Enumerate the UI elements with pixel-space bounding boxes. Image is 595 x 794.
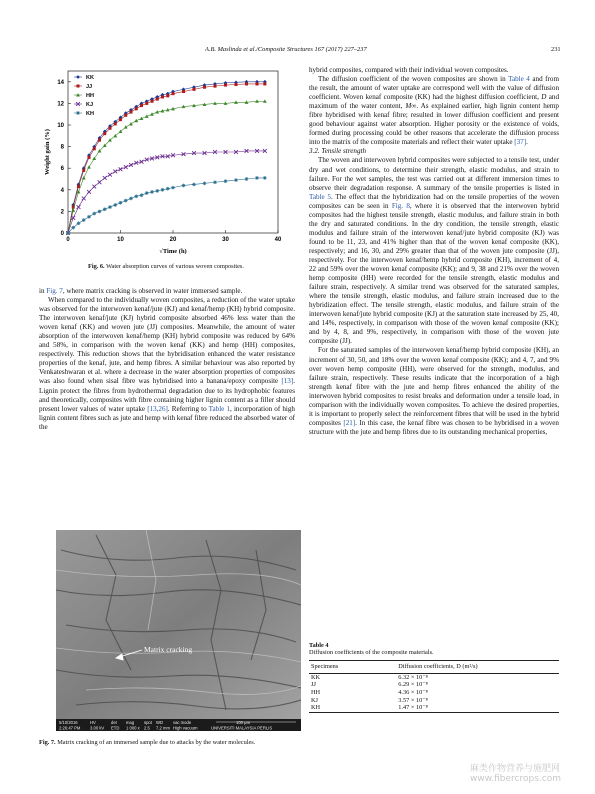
data-point-jj xyxy=(108,127,111,130)
data-point-jj xyxy=(77,185,80,188)
data-point-jj xyxy=(103,132,106,135)
data-point-jj xyxy=(224,84,227,87)
svg-text:spot: spot xyxy=(144,720,152,725)
svg-text:mag: mag xyxy=(126,720,135,725)
data-point-kj xyxy=(71,216,75,220)
data-point-jj xyxy=(87,156,90,159)
data-point-kh xyxy=(145,191,149,195)
cell-diffusion: 6.32 × 10⁻⁸ xyxy=(398,673,428,681)
data-point-kj xyxy=(92,185,96,189)
data-point-kh xyxy=(77,221,81,225)
svg-text:1 000 x: 1 000 x xyxy=(126,725,140,731)
link-table-5[interactable]: Table 5 xyxy=(309,192,331,201)
data-point-jj xyxy=(119,118,122,121)
data-point-kh xyxy=(119,201,123,205)
data-point-jj xyxy=(203,86,206,89)
y-tick-label: 10 xyxy=(57,123,64,129)
data-point-kh xyxy=(82,218,86,222)
data-point-jj xyxy=(255,82,258,85)
x-tick-label: 40 xyxy=(274,237,282,243)
data-point-kh xyxy=(113,203,117,207)
paragraph-continued: hybrid composites, compared with their individual woven composites. xyxy=(309,66,509,74)
figure-6-label: Fig. 6. xyxy=(88,263,105,270)
data-point-kh xyxy=(192,183,196,187)
data-point-kh xyxy=(161,188,165,192)
y-tick-label: 2 xyxy=(60,209,64,216)
table-row xyxy=(309,673,559,681)
left-column xyxy=(39,287,295,432)
legend-label-jj: JJ xyxy=(86,84,93,90)
table-row xyxy=(309,704,559,712)
data-point-kh xyxy=(245,177,249,181)
ref-21[interactable]: [21] xyxy=(343,418,356,427)
data-point-kh xyxy=(171,186,175,190)
journal-citation: A.B. Maslinda et al./Composite Structures 167 (2017) 227–237 xyxy=(205,46,367,53)
cell-diffusion: 4.36 × 10⁻⁸ xyxy=(398,689,428,697)
matrix-cracking-label: Matrix cracking xyxy=(144,645,193,654)
link-fig-8[interactable]: Fig. 8 xyxy=(391,201,410,210)
data-point-kh xyxy=(103,207,107,211)
link-table-4[interactable]: Table 4 xyxy=(508,75,530,84)
data-point-jj xyxy=(124,114,127,117)
data-point-jj xyxy=(129,111,132,114)
data-point-kj xyxy=(103,176,107,180)
figure-7-caption xyxy=(39,739,295,747)
data-point-kj xyxy=(113,170,117,174)
legend-label-kk: KK xyxy=(86,75,94,81)
watermark xyxy=(470,764,561,784)
figure-6-caption xyxy=(88,263,244,271)
y-tick-label: 12 xyxy=(57,101,64,108)
y-tick-label: 14 xyxy=(57,79,64,86)
cell-diffusion: 6.29 × 10⁻⁸ xyxy=(398,681,428,689)
data-point-hh xyxy=(71,208,75,211)
data-point-hh xyxy=(150,112,154,115)
data-point-kh xyxy=(134,194,138,198)
x-tick-label: 20 xyxy=(169,237,177,243)
table-4-title: Diffusion coefficients of the composite materials. xyxy=(309,649,434,656)
table-row xyxy=(309,696,559,704)
svg-text:2:26:47 PM: 2:26:47 PM xyxy=(59,725,81,731)
svg-text:HV: HV xyxy=(90,720,96,725)
figure-6-text: Water absorption curves of various woven composites. xyxy=(106,263,244,270)
data-point-kj xyxy=(108,173,112,177)
data-point-kh xyxy=(182,184,186,188)
x-tick-label: 0 xyxy=(66,237,70,243)
paragraph-fig7-ref: in Fig. 7, where matrix cracking is observed in water immersed sample. xyxy=(39,287,243,295)
data-point-kh xyxy=(155,189,159,193)
legend-label-hh: HH xyxy=(86,93,94,99)
cell-specimen: KH xyxy=(309,704,358,712)
svg-text:7.2 mm: 7.2 mm xyxy=(156,725,170,731)
data-point-kh xyxy=(140,193,144,197)
data-point-kj xyxy=(98,180,102,184)
figure-7-text: Matrix cracking of an immersed sample due to attacks by the water molecules. xyxy=(57,739,256,746)
legend-label-kh: KH xyxy=(86,111,94,117)
svg-text:3.00 kV: 3.00 kV xyxy=(90,725,105,731)
watermark-line-2: www.fibercrops.com xyxy=(470,774,561,784)
micrograph-image xyxy=(56,530,301,731)
page-number: 231 xyxy=(551,46,561,53)
data-point-kj xyxy=(87,190,91,194)
data-point-kh xyxy=(87,215,91,219)
series-line-hh xyxy=(68,101,265,233)
data-point-jj xyxy=(161,95,164,98)
svg-text:vac mode: vac mode xyxy=(173,720,192,725)
data-point-kh xyxy=(98,210,102,214)
y-tick-label: 8 xyxy=(60,144,64,151)
link-fig-7[interactable]: Fig. 7 xyxy=(46,287,63,295)
data-point-jj xyxy=(171,92,174,95)
running-header xyxy=(0,44,595,56)
data-point-jj xyxy=(135,107,138,110)
right-column xyxy=(309,66,559,437)
data-point-jj xyxy=(245,82,248,85)
table-4-label: Table 4 xyxy=(309,642,329,649)
cell-specimen: HH xyxy=(311,689,321,697)
data-point-jj xyxy=(140,104,143,107)
data-point-kh xyxy=(129,197,133,201)
data-point-jj xyxy=(213,85,216,88)
data-point-hh xyxy=(145,114,149,117)
paragraph-tensile-dry: The woven and interwoven hybrid composites were subjected to a tensile test, under dry and wet conditions, to determine their strength, elastic modulus, and strain to failure. For the wet samples, the test was carried out at different immersion times to observe their degradation response. A summary of the tensile properties is listed in Table 5. The effect that the hybridization had on the tensile properties of the woven composites can be seen in Fig. 8, where it is observed that the interwoven hybrid composites had the highest tensile strength, elastic modulus, and failure strain in both the dry and saturated conditions. In the dry condition, the tensile strength, elastic modulus and failure strain of the interwoven kenaf/jute hybrid composite (KJ) was found to be 11, 23, and 41% higher than that of the woven kenaf composite (KK), respectively; and 16, 30, and 29% greater than that of the woven jute composite (JJ), respectively. For the interwoven kenaf/hemp hybrid composite (KH), increment of 4, 22 and 59% over the woven kenaf composite (KK); and 9, 38 and 21% over the woven hemp composite (HH) were recorded for the tensile strength, elastic modulus and failure strain, respectively. A similar trend was observed for the saturated samples, where the tensile strength, elastic modulus, and failure strain increased due to the hybridization effect. The tensile strength, elastic modulus, and failure strain of the interwoven kenaf/jute hybrid composite (KJ) at the saturation state increased by 25, 40, and 14%, respectively, in comparison with those of the woven kenaf composite (KK); and by 4, 8, and 9%, respectively, in comparison with those of the woven jute composite (JJ). xyxy=(309,156,560,346)
water-absorption-chart xyxy=(38,63,290,263)
data-point-kh xyxy=(263,176,267,180)
col-diffusion: Diffusion coefficients, D (m²/s) xyxy=(358,661,559,674)
legend-label-kj: KJ xyxy=(86,102,94,108)
figure-7-label: Fig. 7. xyxy=(39,739,56,746)
data-point-jj xyxy=(145,102,148,105)
cell-diffusion: 1.47 × 10⁻⁸ xyxy=(358,704,559,712)
data-point-kh xyxy=(150,190,154,194)
data-point-kh xyxy=(124,199,128,203)
sem-micrograph xyxy=(56,530,301,731)
data-point-kj xyxy=(129,163,133,167)
y-tick-label: 0 xyxy=(60,231,64,237)
ref-13-26[interactable]: [13,26] xyxy=(147,404,168,413)
table-4 xyxy=(309,642,559,713)
x-tick-label: 10 xyxy=(117,237,124,243)
data-point-jj xyxy=(234,83,237,86)
data-point-kj xyxy=(77,205,81,209)
data-point-hh xyxy=(140,117,144,120)
data-point-kh xyxy=(166,187,170,191)
paragraph-tensile-saturated: For the saturated samples of the interwoven kenaf/hemp hybrid composite (KH), an increment of 30, 50, and 18% over the woven kenaf composite (KK); and 4, 7, and 9% over woven hemp composite (HH), were observed for the strength, modulus, and failure strain, respectively. These results indicate that the incorporation of a high strength kenaf fibre with the jute and hemp fibres enhanced the ability of the interwoven hybrid composites to resist breaks and deformation under a tensile load, in comparison with the individually woven composites. To achieve the desired properties, it is important to properly select the reinforcement fibres that will be used in the hybrid composites [21]. In this case, the kenaf fibre was chosen to be hybridised in a woven structure with the jute and hemp fibres due to its outstanding mechanical properties, xyxy=(309,346,559,436)
paragraph-hybrid-reduction: When compared to the individually woven composites, a reduction of the water uptake was observed for the interwoven kenaf/jute (KJ) and kenaf/hemp (KH) hybrid composite. The interwoven kenaf/jute (KJ) hybrid composite absorbed 46% less water than the woven kenaf (KK) and woven jute (JJ) composites. Meanwhile, the amount of water absorption of the interwoven kenaf/hemp (KH) hybrid composite was reduced by 64% and 58%, in comparison with the woven kenaf (KK) and hemp (HH) composites, respectively. This reduction shows that the hybridisation enhanced the water resistance properties of the kenaf, jute, and hemp fibres. A similar behaviour was also reported by Venkateshwaran et al. where a decrease in the water absorption properties of composites was also found when sisal fibre was hybridised into a banana/epoxy composite [13]. Lignin protect the fibres from hydrothermal degradation due to its hydrophobic features and theoretically, composites with fibre containing higher lignin content as a filler should present lower values of water uptake [13,26]. Referring to Table 1, incorporation of high lignin content fibres such as jute and hemp with kenaf fibre reduced the absorbed water of the xyxy=(39,296,295,431)
data-point-kh xyxy=(71,226,75,230)
data-point-jj xyxy=(156,98,159,101)
data-point-jj xyxy=(93,147,96,150)
data-point-hh xyxy=(124,125,128,128)
svg-text:det: det xyxy=(111,720,117,725)
data-point-jj xyxy=(114,122,117,125)
diffusion-table xyxy=(309,660,559,713)
data-point-hh xyxy=(134,119,138,122)
data-point-kh xyxy=(108,205,112,209)
data-point-hh xyxy=(87,165,91,168)
link-table-1[interactable]: Table 1 xyxy=(208,404,231,413)
x-tick-label: 30 xyxy=(222,237,229,243)
paragraph-diffusion: The diffusion coefficient of the woven composites are shown in Table 4 and from the result, the amount of water uptake are correspond well with the value of diffusion coefficient. Woven kenaf composite (KK) had the highest diffusion coefficient, D and maximum of the water content, M∞. As explained earlier, high lignin content hemp fibre hybridised with kenaf fibre; resulted in lower diffusion coefficient and present good behaviour against water absorption. Higher porosity or the existence of voids, formed during processing could be other reasons that accelerate the diffusion process into the matrix of the composite materials and reflect their water uptake [37]. xyxy=(309,75,559,147)
table-row xyxy=(309,689,559,697)
col-specimens: Specimens xyxy=(309,661,358,674)
data-point-jj xyxy=(166,94,169,97)
data-point-jj xyxy=(182,90,185,93)
svg-text:5/10/2016: 5/10/2016 xyxy=(59,720,78,725)
svg-text:100 μm: 100 μm xyxy=(236,720,251,725)
series-line-kj xyxy=(68,151,265,233)
data-point-kj xyxy=(124,165,128,169)
section-heading-tensile: 3.2. Tensile strength xyxy=(309,147,367,156)
y-tick-label: 6 xyxy=(60,166,64,173)
data-point-jj xyxy=(150,100,153,103)
data-point-jj xyxy=(82,169,85,172)
cell-specimen: KJ xyxy=(311,696,318,704)
data-point-kh xyxy=(213,180,217,184)
data-point-hh xyxy=(129,122,133,125)
series-line-kh xyxy=(68,178,265,233)
ref-13[interactable]: [13] xyxy=(281,377,294,386)
data-point-jj xyxy=(98,139,101,142)
y-axis-label: Weight gain (%) xyxy=(44,129,51,175)
data-point-jj xyxy=(263,82,266,85)
svg-text:2.5: 2.5 xyxy=(144,725,150,731)
data-point-kj xyxy=(119,167,123,171)
series-line-jj xyxy=(68,84,265,233)
table-row xyxy=(309,681,559,689)
data-point-hh xyxy=(82,176,86,179)
svg-text:ETD: ETD xyxy=(111,725,120,731)
x-axis-label: √Time (h) xyxy=(159,248,187,255)
watermark-line-1: 麻类作物营养与施肥网 xyxy=(470,764,561,774)
data-point-kh xyxy=(224,179,228,183)
data-point-kh xyxy=(203,181,207,185)
cell-specimen: KK xyxy=(311,673,321,681)
cell-specimen: JJ xyxy=(311,681,316,689)
data-point-kh xyxy=(234,178,238,182)
ref-37[interactable]: [37] xyxy=(514,138,527,147)
data-point-kj xyxy=(82,197,86,201)
data-point-jj xyxy=(192,88,195,91)
data-point-kh xyxy=(92,212,96,216)
svg-text:High vacuum: High vacuum xyxy=(173,725,198,731)
svg-text:WD: WD xyxy=(156,720,163,725)
data-point-hh xyxy=(92,157,96,160)
y-tick-label: 4 xyxy=(60,187,64,194)
cell-diffusion: 3.57 × 10⁻⁸ xyxy=(398,696,428,704)
svg-text:UNIVERSITI MALAYSIA PERLIS: UNIVERSITI MALAYSIA PERLIS xyxy=(211,725,273,731)
data-point-kh xyxy=(255,176,259,180)
